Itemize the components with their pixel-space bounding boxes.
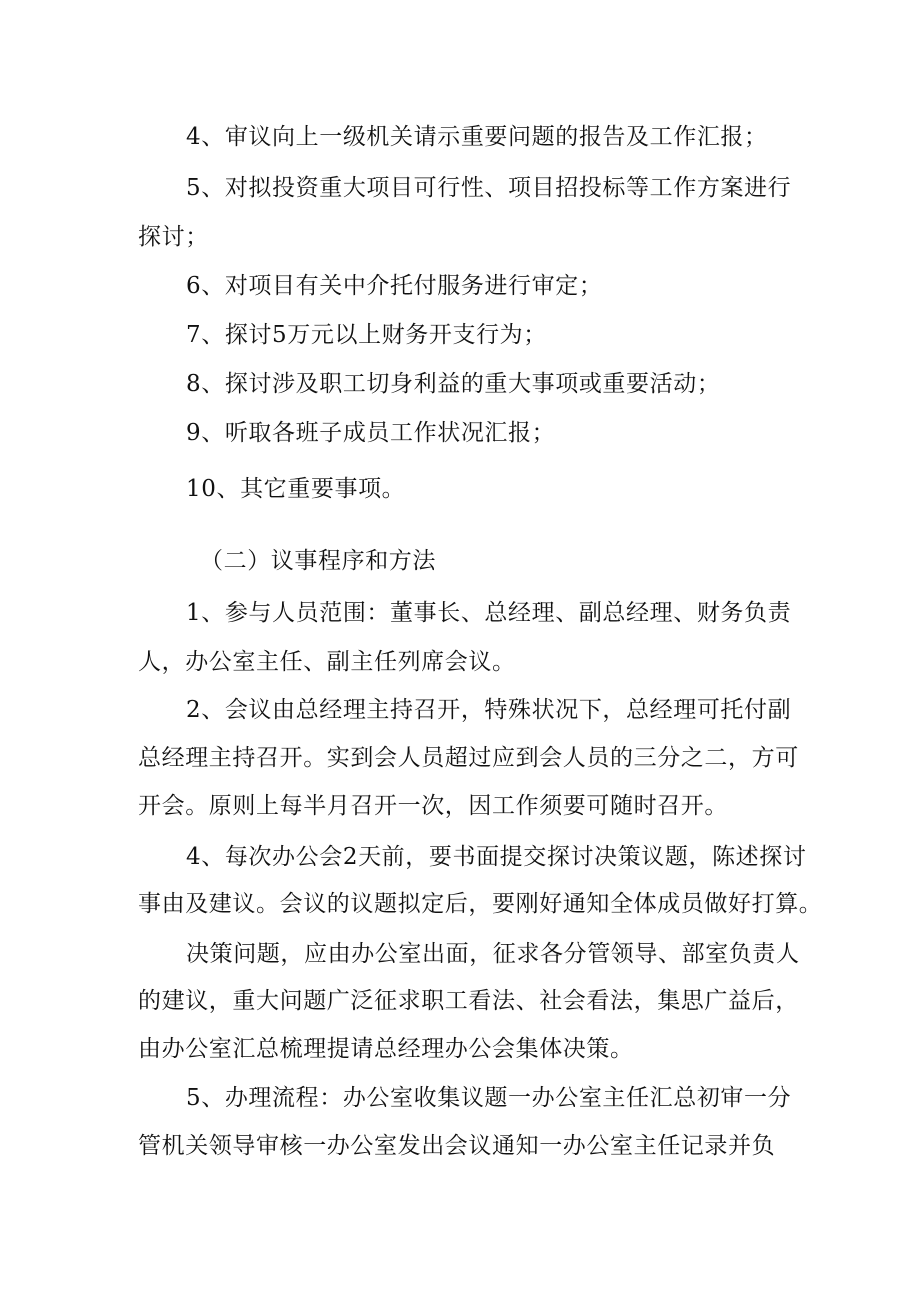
procedure-2-text-cont-2: 开会。原则上每半月召开一次，因工作须要可随时召开。	[138, 793, 728, 819]
item-4-text: 4、审议向上一级机关请示重要问题的报告及工作汇报；	[186, 124, 768, 150]
procedure-2-text: 2、会议由总经理主持召开，特殊状况下，总经理可托付副	[186, 697, 792, 723]
decision-text-cont-1: 的建议，重大问题广泛征求职工看法、社会看法，集思广益后，	[138, 988, 799, 1014]
item-9-text: 9、听取各班子成员工作状况汇报；	[186, 420, 556, 446]
procedure-1-text-cont: 人，办公室主任、副主任列席会议。	[138, 649, 516, 675]
procedure-4-text: 4、每次办公会2天前，要书面提交探讨决策议题，陈述探讨	[186, 844, 807, 870]
procedure-5-text-cont: 管机关领导审核一办公室发出会议通知一办公室主任记录并负	[138, 1133, 776, 1159]
procedure-4-text-cont: 事由及建议。会议的议题拟定后，要刚好通知全体成员做好打算。	[138, 891, 823, 917]
section-heading: （二）议事程序和方法	[200, 548, 436, 574]
procedure-2-text-cont-1: 总经理主持召开。实到会人员超过应到会人员的三分之二，方可	[138, 745, 799, 771]
item-10-text: 10、其它重要事项。	[186, 476, 406, 502]
item-8-text: 8、探讨涉及职工切身利益的重大事项或重要活动；	[186, 371, 721, 397]
item-5-text: 5、对拟投资重大项目可行性、项目招投标等工作方案进行	[186, 175, 792, 201]
item-7-text: 7、探讨5万元以上财务开支行为；	[186, 322, 547, 348]
procedure-5-text: 5、办理流程：办公室收集议题一办公室主任汇总初审一分	[186, 1085, 792, 1111]
decision-text-cont-2: 由办公室汇总梳理提请总经理办公会集体决策。	[138, 1036, 634, 1062]
decision-text: 决策问题，应由办公室出面，征求各分管领导、部室负责人	[186, 941, 800, 967]
item-6-text: 6、对项目有关中介托付服务进行审定；	[186, 273, 603, 299]
procedure-1-text: 1、参与人员范围：董事长、总经理、副总经理、财务负责	[186, 600, 792, 626]
item-5-text-cont: 探讨；	[138, 224, 209, 250]
